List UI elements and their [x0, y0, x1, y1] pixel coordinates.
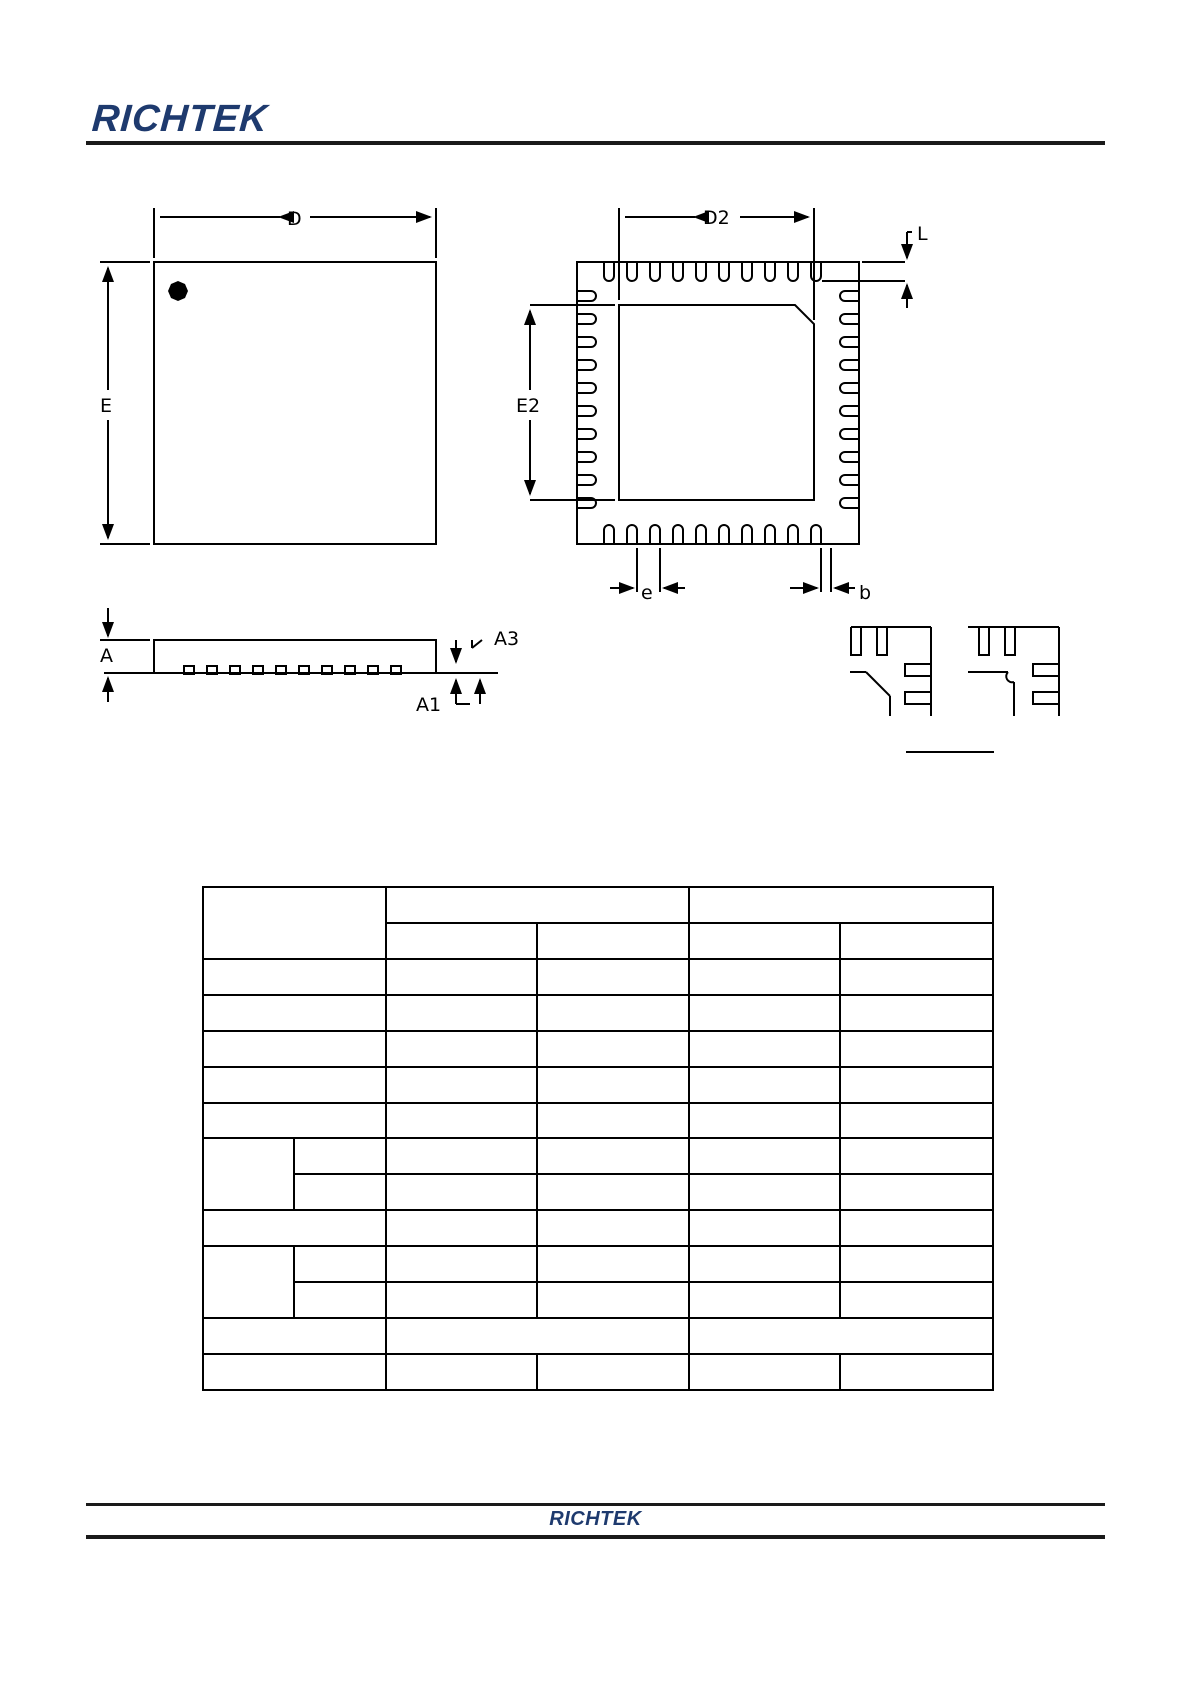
pin1-detail-a: [850, 627, 931, 716]
option-cell: [294, 1246, 386, 1282]
option-cell: [294, 1282, 386, 1318]
footer-rule-top: [86, 1503, 1105, 1506]
table-row: [203, 1138, 993, 1174]
option-cell: [294, 1138, 386, 1174]
table-row: [203, 1246, 993, 1282]
table-row: [203, 959, 993, 995]
dim-a3-label: A3: [494, 628, 520, 650]
bottom-view-leads-top: [604, 262, 821, 281]
richtek-logo-footer: RICHTEK: [549, 1508, 642, 1530]
table-row: [203, 995, 993, 1031]
table-row: [203, 1067, 993, 1103]
dim-d-label: D: [287, 208, 302, 230]
dim-e2-label: E2: [516, 395, 541, 417]
min-header-cell: [386, 923, 537, 959]
exposed-pad: [619, 305, 814, 500]
max-header-cell: [840, 923, 993, 959]
side-view-body: [154, 640, 436, 673]
unit-header-cell: [386, 887, 689, 923]
pin1-indicator: [168, 281, 188, 301]
symbol-header-cell: [203, 887, 386, 959]
richtek-logo-header: RICHTEK: [90, 98, 270, 140]
symbol-cell: [203, 1354, 386, 1390]
symbol-cell: [203, 1138, 294, 1210]
max-header-cell: [537, 923, 689, 959]
symbol-cell: [203, 1067, 386, 1103]
table-row: [203, 1103, 993, 1139]
symbol-cell: [203, 1246, 294, 1318]
top-view-body: [154, 262, 436, 544]
option-cell: [294, 1174, 386, 1210]
unit-header-cell: [689, 887, 993, 923]
symbol-cell: [203, 995, 386, 1031]
bottom-view-leads-left: [577, 291, 596, 508]
bottom-view-leads-right: [840, 291, 859, 508]
dim-e-label: E: [100, 395, 113, 417]
table-row: [203, 1282, 993, 1318]
table-header-row: [203, 887, 993, 923]
table-row: [203, 1210, 993, 1246]
dimension-table: [202, 886, 994, 1391]
min-header-cell: [689, 923, 840, 959]
table-row: [203, 1031, 993, 1067]
table-row: [203, 1318, 993, 1354]
dim-a1-label: A1: [416, 694, 442, 716]
dim-b-label: b: [859, 582, 872, 604]
dim-d2-label: D2: [703, 207, 730, 229]
footer-rule-bottom: [86, 1535, 1105, 1539]
table-row: [203, 1174, 993, 1210]
symbol-cell: [203, 1210, 386, 1246]
table-row: [203, 1354, 993, 1390]
symbol-cell: [203, 1031, 386, 1067]
symbol-cell: [203, 959, 386, 995]
pin1-detail-b: [968, 627, 1059, 716]
dim-a-label: A: [100, 645, 113, 667]
dim-e-pitch-label: e: [641, 582, 653, 604]
dim-l-label: L: [917, 223, 928, 245]
bottom-view-leads-bottom: [604, 525, 821, 544]
symbol-cell: [203, 1103, 386, 1139]
package-outline-drawing: [0, 0, 1191, 760]
symbol-cell: [203, 1318, 386, 1354]
